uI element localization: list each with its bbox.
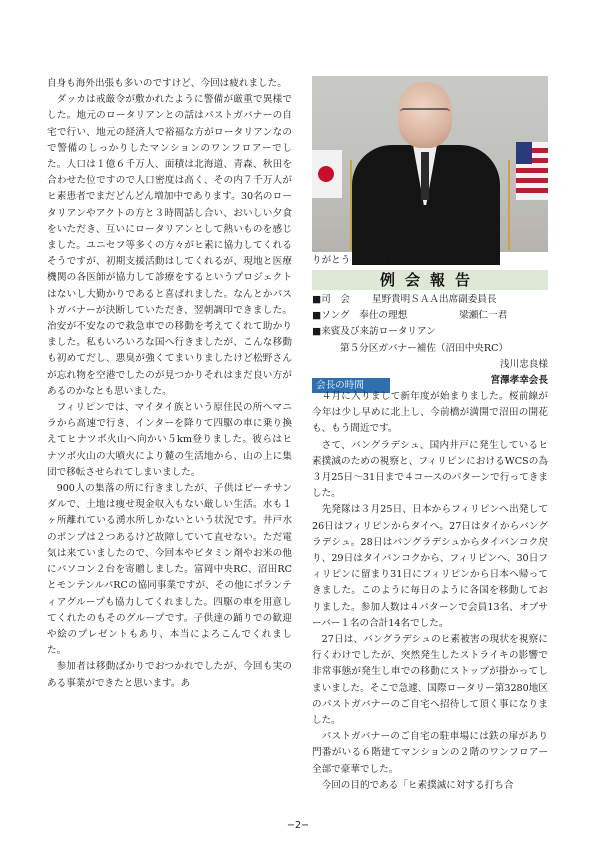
right-paragraph-3: 先発隊は３月25日、日本からフィリピンへ出発して26日はフィリピンからタイへ。27日はタイからバングラデシュ。28日はバングラデシュからタイバンコク戻り、29日はタイバンコクから、フィリピンへ、30日フィリピンに留まり31日にフィリピンから日本へ帰ってきました。このように毎日のように各国を移動しておりました。参加人数は４パターンで会員13名、オブサーバー１名の合計14名でした。: [312, 504, 548, 629]
flag-pole-right: [508, 160, 510, 250]
guest-line-1: 第５分区ガバナー補佐（沼田中央RC）: [340, 342, 509, 354]
guest-label: ■来賓及び来訪ロータリアン: [312, 326, 436, 338]
us-flag-icon: [516, 142, 548, 200]
guest-row: [312, 324, 548, 340]
right-paragraph-1: ４月に入りまして新年度が始まりました。桜前線が今年は少し早めに北上し、今前橋が満開で沼田の開花も、もう間近です。: [312, 391, 548, 435]
song-label: ■ソング 奉仕の理想: [312, 310, 408, 322]
right-paragraph-5: パストガバナーのご自宅の駐車場には鉄の扉があり門番がいる６階建てマンションの２階のワンフロアー全部で豪華でした。: [312, 731, 548, 775]
meeting-info: [312, 292, 548, 373]
speaker-tie: [421, 152, 429, 200]
chair-value: 星野貴明ＳＡＡ出席副委員長: [371, 294, 497, 305]
right-paragraph-2: さて、バングラデシュ、国内井戸に発生しているヒ素撲滅のための視察と、フィリピンにおけるWCSの為３月25日～31日まで４コースのパターンで行ってきました。: [312, 439, 548, 500]
president-time-header: [312, 373, 548, 391]
left-column: [47, 76, 292, 692]
left-paragraph-4: 900人の集落の所に行きましたが、子供はビーチサンダルで、土地は痩せ現金収入もない厳しい生活。水も１ヶ所離れている湧水所しかないという状況です。井戸水のポンプは２つあるけど故障していて直せない。ただ電気は来ていましたので、今回本やビタミン剤やお米の他にパソコン２台を寄贈しました。富岡中央RC、沼田RCとモンテンルパRCの協同事業ですが、その他にボランティアグループも協力してくれました。四駆の車を用意してくれたのもそのグループです。子供達の踊りでの歓迎や絵のプレゼントもあり、本当によろこんでくれました。: [47, 483, 292, 657]
right-paragraph-6: 今回の目的である「ヒ素撲滅に対する打ち合: [321, 779, 514, 791]
right-top-text: りがとうございました。: [312, 255, 418, 266]
speaker-name: 宮澤孝幸会長: [490, 375, 548, 386]
section-tag: 会長の時間: [312, 378, 390, 393]
song-row: [312, 308, 548, 324]
chair-row: [312, 292, 548, 308]
guest-line-2: 浅川忠良様: [500, 358, 548, 370]
left-paragraph-2: ダッカは戒厳令が敷かれたように警備が厳重で異様でした。地元のロータリアンとの話はパストガバナーの自宅で行い、地元の経済人で裕福な方がロータリアンなので警備のしっかりしたマンションのワンフロアーでした。人口は１億６千万人、面積は北海道、青森、秋田を合わせた位ですので人口密度は高く、その内７千万人がヒ素患者でまだどんどん増加中であります。30名のロータリアンやアクトの方と３時間話し合い、おいしい夕食をいただき、互いにロータリアンとして熱いものを感じました。ユニセフ等多くの方々がヒ素に協力してくれるそうですが、初期支援活動はしてくれるが、現地と医療機関の各医師が協力して診療をするというプロジェクトはないし大勤かりであると喜ばれました。なんとかパストガバナーが決断していただき、翌朝調印できました。治安が不安なので救急車での移動を考えてくれて助かりました。私もいろいろな国へ行きましたが、こんな移動も初めてだし、悪臭が強くてまいりましたけど松野さんが忘れ物を空港でしたのが見つかりそれはまだ良い方があるのかなとも思いました。: [47, 94, 292, 397]
left-paragraph-3: フィリピンでは、マイタイ族という原住民の所へマニラから高速で行き、インターを降りて四駆の車に乗り換えてヒナツボ火山へ向かい５km登りました。彼らはヒナツボ火山の大噴火により麓の生活地から、山の上に集団で移転させられてしまいました。: [47, 402, 292, 478]
right-body: [312, 389, 548, 794]
song-value: 梁瀬仁一君: [459, 310, 508, 322]
left-paragraph-5: 参加者は移動ばかりでおつかれでしたが、今回も実のある事業ができたと思います。あ: [47, 661, 292, 689]
page-number: −2−: [286, 820, 310, 831]
japan-flag-icon: [312, 150, 342, 198]
right-paragraph-4: 27日は、バングラデシュのヒ素被害の現状を視察に行くわけでしたが、突然発生したストライキの影響で非常事態が発生し車での移動にストップが掛かってしまいました。そこで急遽、国際ロータリー第3280地区のパストガバナーのご自宅へ招待して頂く事になりました。: [312, 634, 548, 727]
left-paragraph-1: 自身も海外出張も多いのですけど、今回は疲れました。: [47, 78, 287, 89]
speaker-glasses: [400, 108, 450, 120]
chair-label: ■司 会: [312, 294, 350, 305]
meeting-report-banner: 例会報告: [312, 270, 548, 290]
